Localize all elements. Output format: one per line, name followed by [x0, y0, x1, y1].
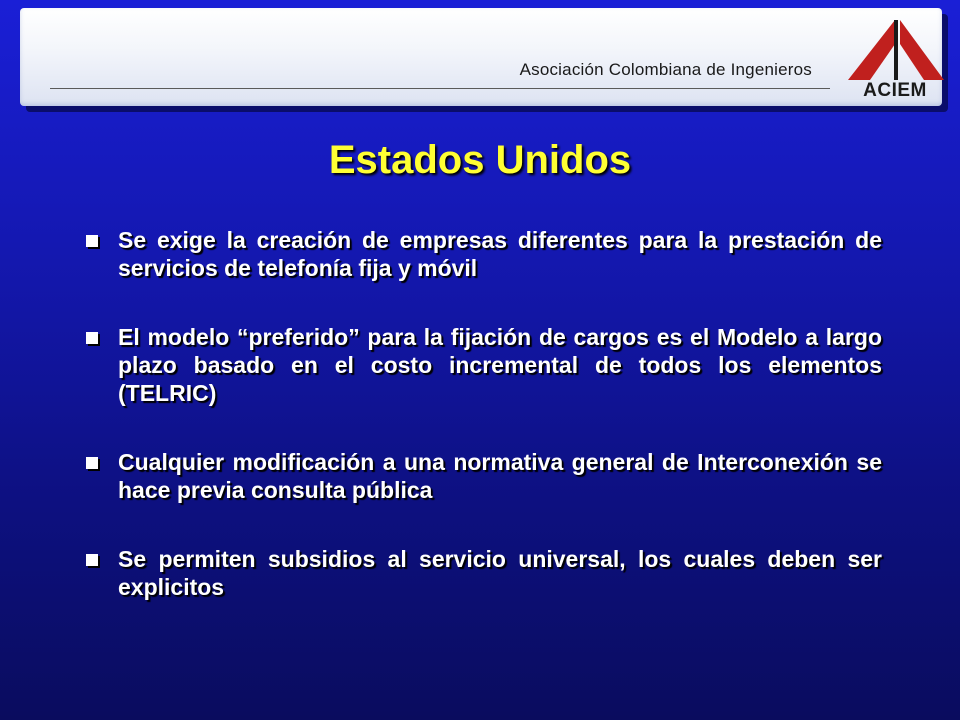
aciem-logo — [840, 18, 950, 108]
bullet-item — [84, 545, 882, 601]
square-bullet-icon — [86, 332, 98, 344]
logo-text: ACIEM — [863, 80, 927, 101]
bullet-text: Se permiten subsidios al servicio universal, los cuales deben ser explicitos — [118, 546, 882, 600]
bullet-item — [84, 448, 882, 504]
slide-title: Estados Unidos — [328, 138, 632, 182]
header-banner — [20, 8, 942, 106]
square-bullet-icon — [86, 554, 98, 566]
square-bullet-icon — [86, 235, 98, 247]
bullet-item — [84, 323, 882, 407]
organization-name: Asociación Colombiana de Ingenieros — [519, 60, 812, 79]
bullet-list — [84, 226, 882, 642]
header-divider — [50, 88, 830, 89]
aciem-logo-mark-icon — [840, 18, 950, 80]
bullet-text: Cualquier modificación a una normativa general de Interconexión se hace previa consulta pública — [118, 449, 882, 503]
bullet-text: El modelo “preferido” para la fijación de cargos es el Modelo a largo plazo basado en el costo incremental de todos los elementos (TELRIC) — [118, 324, 882, 406]
bullet-item — [84, 226, 882, 282]
bullet-text: Se exige la creación de empresas diferentes para la prestación de servicios de telefonía fija y móvil — [118, 227, 882, 281]
square-bullet-icon — [86, 457, 98, 469]
